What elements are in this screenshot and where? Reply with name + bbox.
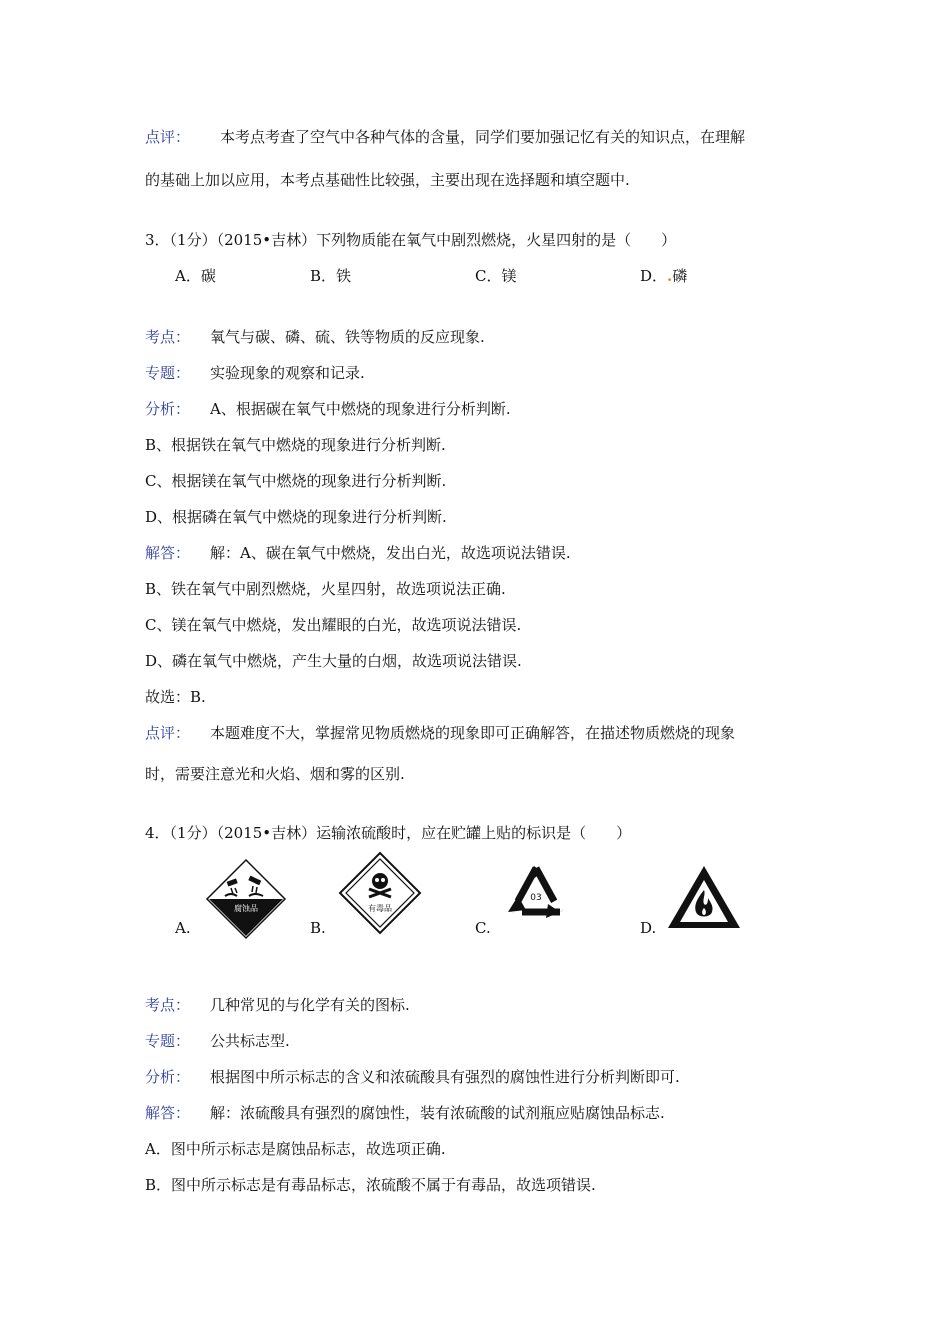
q3-kaodian-text: 氧气与碳、磷、硫、铁等物质的反应现象. — [210, 328, 485, 346]
q3-zhuanti-text: 实验现象的观察和记录. — [210, 364, 365, 382]
q3-option-a: A．碳 — [175, 267, 216, 285]
q3-fenxi — [145, 399, 511, 419]
flammable-sign-icon — [666, 864, 742, 930]
q4-jieda-tag: 解答： — [145, 1104, 191, 1122]
q3-dianping-tag: 点评： — [145, 724, 191, 742]
q4-option-b: B. — [310, 919, 326, 937]
q4-option-c: C. — [475, 919, 491, 937]
q4-kaodian — [145, 995, 410, 1015]
q4-fenxi-text: 根据图中所示标志的含义和浓硫酸具有强烈的腐蚀性进行分析判断即可. — [210, 1068, 680, 1086]
q4-jieda-line-3: B．图中所示标志是有毒品标志，浓硫酸不属于有毒品，故选项错误. — [145, 1176, 596, 1194]
comment-line-1 — [145, 127, 745, 147]
q4-jieda-text-1: 解：浓硫酸具有强烈的腐蚀性，装有浓硫酸的试剂瓶应贴腐蚀品标志. — [210, 1104, 665, 1122]
q3-fenxi-line-2: B、根据铁在氧气中燃烧的现象进行分析判断. — [145, 436, 446, 454]
q3-option-b: B．铁 — [310, 267, 352, 285]
q3-option-c: C．镁 — [475, 267, 517, 285]
q3-jieda — [145, 543, 571, 563]
q3-dianping-line-2: 时，需要注意光和火焰、烟和雾的区别. — [145, 765, 405, 783]
q4-zhuanti — [145, 1031, 290, 1051]
q3-fenxi-line-3: C、根据镁在氧气中燃烧的现象进行分析判断. — [145, 472, 447, 490]
q4-option-d: D. — [640, 919, 657, 937]
q3-zhuanti-tag: 专题： — [145, 364, 191, 382]
corrosive-sign-icon — [205, 858, 287, 940]
q3-jieda-line-4: D、磷在氧气中燃烧，产生大量的白烟，故选项说法错误. — [145, 652, 522, 670]
q4-stem: 4．（1分）（2015•吉林）运输浓硫酸时，应在贮罐上贴的标识是（ ） — [145, 824, 632, 842]
q4-kaodian-tag: 考点： — [145, 996, 191, 1014]
q4-jieda-line-2: A．图中所示标志是腐蚀品标志，故选项正确. — [145, 1140, 446, 1158]
q3-kaodian-tag: 考点： — [145, 328, 191, 346]
mark-dot-icon: . — [667, 267, 673, 285]
corrosive-sign-text: 腐蚀品 — [234, 904, 258, 913]
toxic-sign-icon — [338, 851, 422, 935]
q4-fenxi-tag: 分析： — [145, 1068, 191, 1086]
q3-option-d-text: 磷 — [672, 267, 688, 285]
q3-dianping — [145, 723, 735, 743]
recycle-sign-icon — [502, 862, 570, 928]
q4-zhuanti-tag: 专题： — [145, 1032, 191, 1050]
recycle-sign-text: 03 — [530, 893, 542, 903]
q3-answer: 故选：B. — [145, 688, 206, 706]
toxic-sign-text: 有毒品 — [368, 904, 392, 913]
comment-line-2: 的基础上加以应用，本考点基础性比较强，主要出现在选择题和填空题中. — [145, 171, 630, 189]
q3-option-d-label: D． — [640, 267, 668, 285]
q4-option-a: A. — [175, 919, 191, 937]
q3-jieda-line-2: B、铁在氧气中剧烈燃烧，火星四射，故选项说法正确. — [145, 580, 506, 598]
q3-fenxi-text-1: A、根据碳在氧气中燃烧的现象进行分析判断. — [210, 400, 511, 418]
q3-stem: 3．（1分）（2015•吉林）下列物质能在氧气中剧烈燃烧，火星四射的是（ ） — [145, 231, 677, 249]
q4-zhuanti-text: 公共标志型. — [210, 1032, 290, 1050]
q3-option-d — [640, 266, 687, 286]
comment-text-1: 本考点考查了空气中各种气体的含量，同学们要加强记忆有关的知识点，在理解 — [220, 128, 746, 146]
q3-zhuanti — [145, 363, 365, 383]
comment-tag: 点评： — [145, 128, 191, 146]
q3-kaodian — [145, 327, 485, 347]
q3-fenxi-tag: 分析： — [145, 400, 191, 418]
q3-jieda-tag: 解答： — [145, 544, 191, 562]
q3-jieda-line-3: C、镁在氧气中燃烧，发出耀眼的白光，故选项说法错误. — [145, 616, 522, 634]
q3-fenxi-line-4: D、根据磷在氧气中燃烧的现象进行分析判断. — [145, 508, 447, 526]
q3-jieda-text-1: 解：A、碳在氧气中燃烧，发出白光，故选项说法错误. — [210, 544, 571, 562]
q4-jieda — [145, 1103, 665, 1123]
q4-fenxi — [145, 1067, 680, 1087]
q3-dianping-text-1: 本题难度不大，掌握常见物质燃烧的现象即可正确解答，在描述物质燃烧的现象 — [210, 724, 736, 742]
q4-kaodian-text: 几种常见的与化学有关的图标. — [210, 996, 410, 1014]
